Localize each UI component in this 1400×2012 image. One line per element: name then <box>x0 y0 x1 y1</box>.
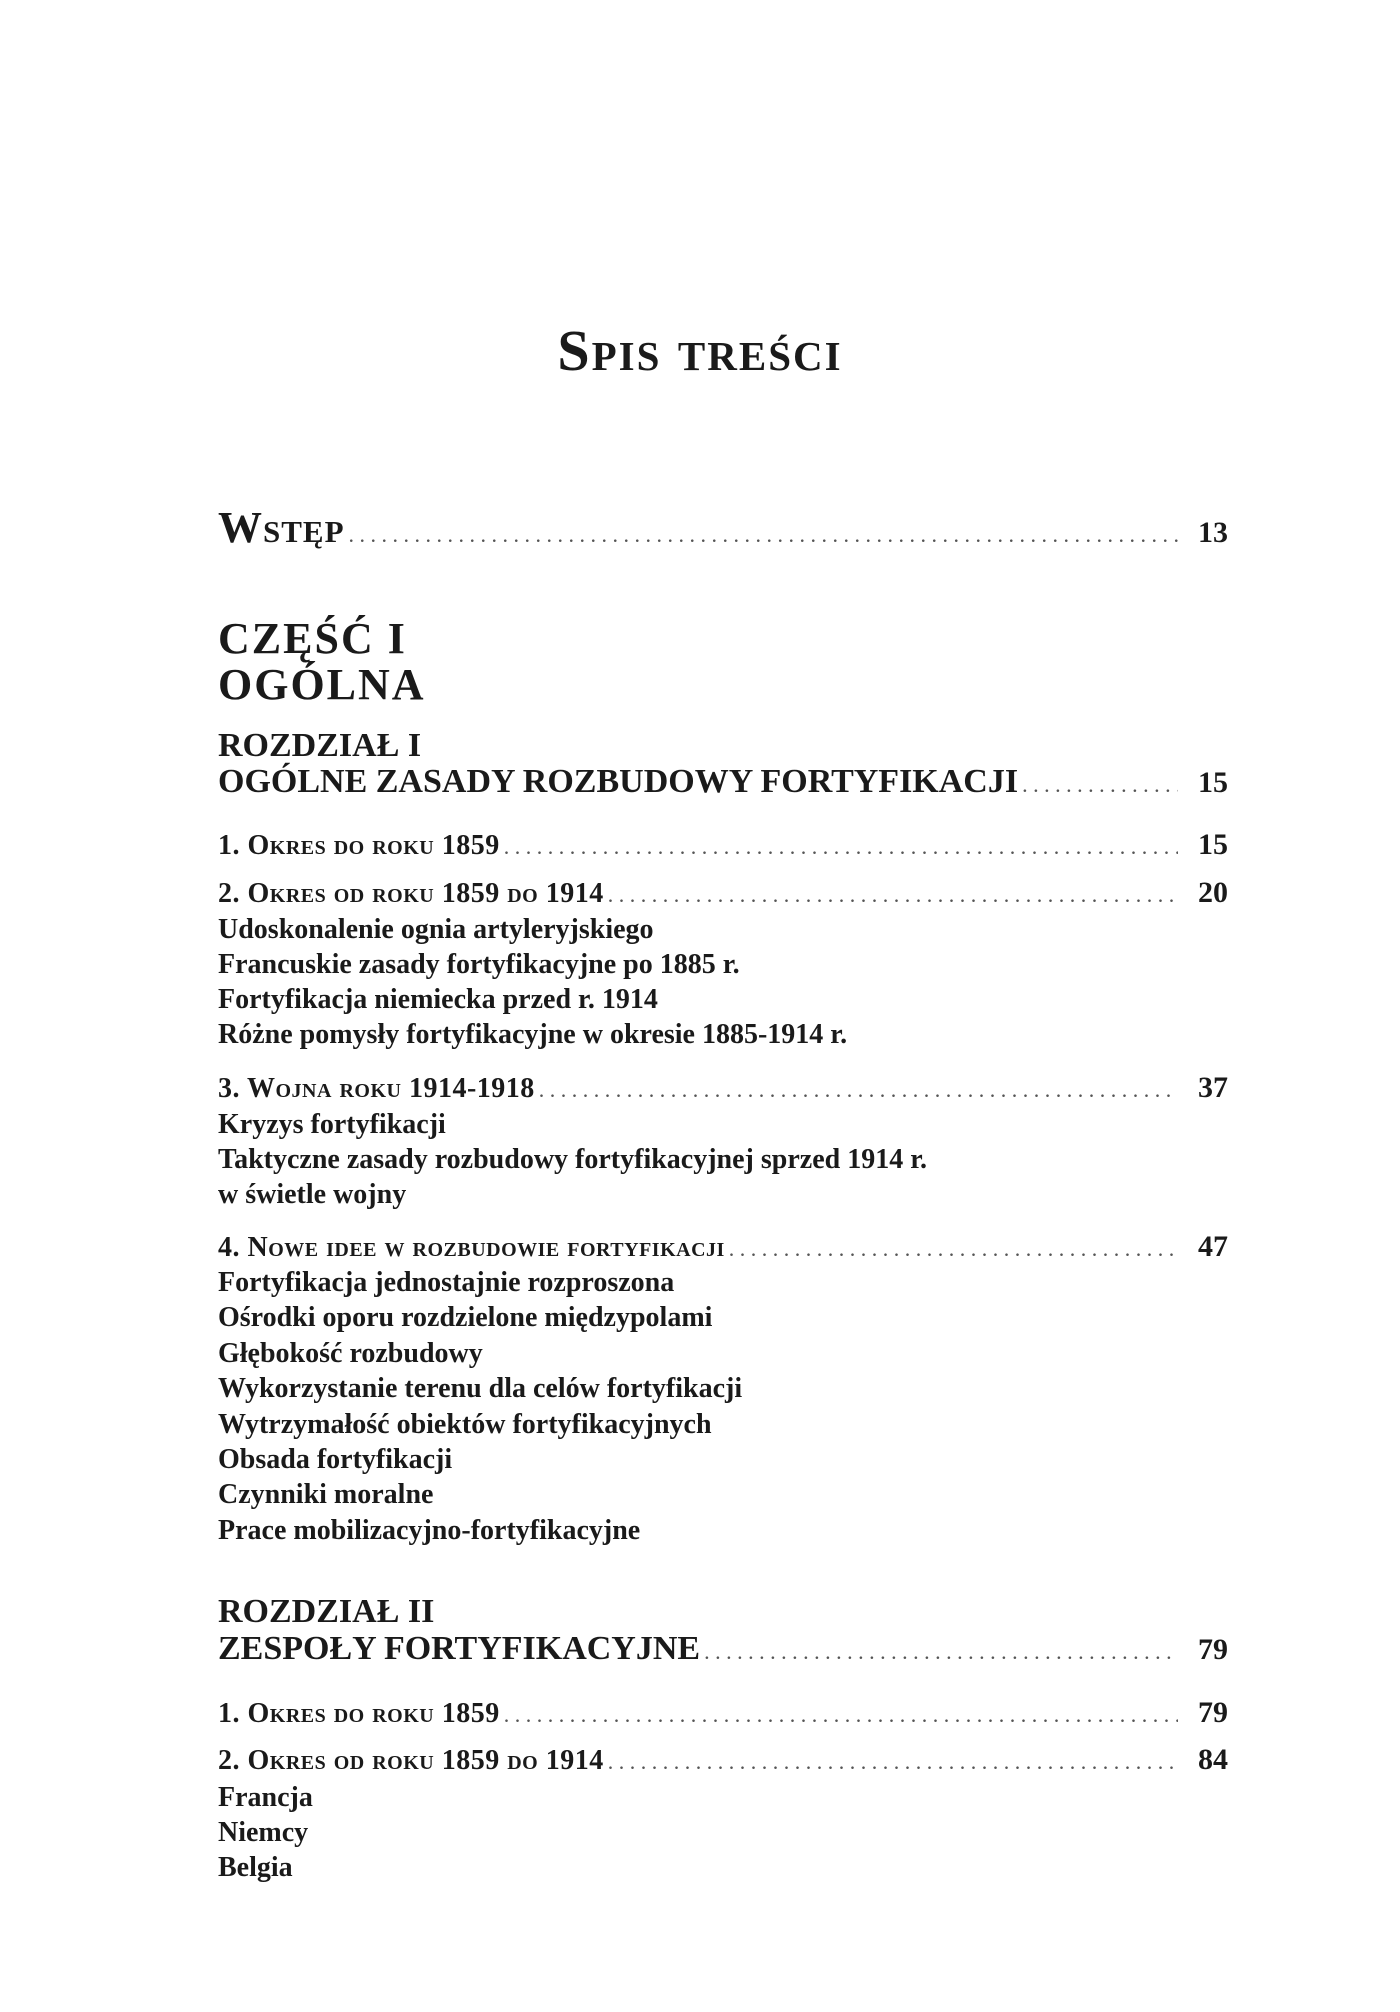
toc-entry-label: 2. Okres od roku 1859 do 1914 <box>218 878 604 909</box>
dot-leader <box>729 1236 1178 1262</box>
toc-page-number: 20 <box>1198 876 1228 909</box>
chapter-heading-line1: ROZDZIAŁ I <box>218 727 422 764</box>
dot-leader <box>539 1077 1178 1103</box>
toc-page-number: 15 <box>1198 828 1228 861</box>
toc-subentry: w świetle wojny <box>218 1179 407 1210</box>
toc-subentry: Taktyczne zasady rozbudowy fortyfikacyjnej sprzed 1914 r. <box>218 1144 928 1175</box>
dot-leader <box>608 882 1178 908</box>
dot-leader <box>504 1702 1178 1728</box>
dot-leader <box>608 1749 1178 1775</box>
toc-entry-label: 1. Okres do roku 1859 <box>218 830 500 861</box>
toc-subentry: Niemcy <box>218 1817 309 1848</box>
table-of-contents <box>218 0 1228 2012</box>
toc-subentry: Fortyfikacja niemiecka przed r. 1914 <box>218 984 658 1015</box>
toc-subentry: Obsada fortyfikacji <box>218 1444 453 1475</box>
dot-leader <box>349 522 1178 548</box>
toc-page-number: 13 <box>1198 516 1228 549</box>
toc-page-number: 47 <box>1198 1230 1228 1263</box>
toc-entry-label: Wstęp <box>218 503 345 552</box>
toc-subentry: Prace mobilizacyjno-fortyfikacyjne <box>218 1515 641 1546</box>
toc-page-number: 79 <box>1198 1633 1228 1666</box>
toc-entry-section[interactable] <box>218 1696 1228 1730</box>
toc-entry-label: 4. Nowe idee w rozbudowie fortyfikacji <box>218 1232 725 1263</box>
toc-subentry: Głębokość rozbudowy <box>218 1338 483 1369</box>
toc-entry-section[interactable] <box>218 876 1228 910</box>
toc-subentry: Francja <box>218 1782 313 1813</box>
part-heading-line2: OGÓLNA <box>218 660 426 709</box>
toc-entry-section[interactable] <box>218 1743 1228 1777</box>
dot-leader <box>704 1639 1178 1665</box>
dot-leader <box>504 834 1178 860</box>
toc-entry-section[interactable] <box>218 828 1228 862</box>
toc-subentry: Fortyfikacja jednostajnie rozproszona <box>218 1267 675 1298</box>
toc-subentry: Różne pomysły fortyfikacyjne w okresie 1885-1914 r. <box>218 1019 848 1050</box>
toc-entry-label: 3. Wojna roku 1914-1918 <box>218 1073 535 1104</box>
part-heading-line1: CZĘŚĆ I <box>218 614 407 663</box>
toc-entry-label: 1. Okres do roku 1859 <box>218 1698 500 1729</box>
toc-entry-section[interactable] <box>218 1230 1228 1264</box>
toc-subentry: Udoskonalenie ognia artyleryjskiego <box>218 914 654 945</box>
toc-page-number: 15 <box>1198 766 1228 799</box>
toc-subentry: Wykorzystanie terenu dla celów fortyfikacji <box>218 1373 743 1404</box>
toc-entry-intro[interactable] <box>218 502 1228 553</box>
dot-leader <box>1022 772 1178 798</box>
toc-subentry: Kryzys fortyfikacji <box>218 1109 446 1140</box>
toc-page-number: 84 <box>1198 1743 1228 1776</box>
toc-subentry: Belgia <box>218 1852 293 1883</box>
toc-page-number: 37 <box>1198 1071 1228 1104</box>
toc-entry-chapter[interactable] <box>218 1630 1228 1668</box>
toc-entry-section[interactable] <box>218 1071 1228 1105</box>
toc-subentry: Ośrodki oporu rozdzielone międzypolami <box>218 1302 713 1333</box>
toc-entry-label: ZESPOŁY FORTYFIKACYJNE <box>218 1630 701 1667</box>
toc-entry-label: 2. Okres od roku 1859 do 1914 <box>218 1745 604 1776</box>
toc-entry-chapter[interactable] <box>218 763 1228 801</box>
toc-subentry: Czynniki moralne <box>218 1479 434 1510</box>
toc-subentry: Francuskie zasady fortyfikacyjne po 1885 r. <box>218 949 740 980</box>
chapter-heading-line1: ROZDZIAŁ II <box>218 1593 435 1630</box>
page-title: Spis treści <box>557 318 843 383</box>
toc-subentry: Wytrzymałość obiektów fortyfikacyjnych <box>218 1409 712 1440</box>
toc-entry-label: OGÓLNE ZASADY ROZBUDOWY FORTYFIKACJI <box>218 763 1019 800</box>
toc-page-number: 79 <box>1198 1696 1228 1729</box>
